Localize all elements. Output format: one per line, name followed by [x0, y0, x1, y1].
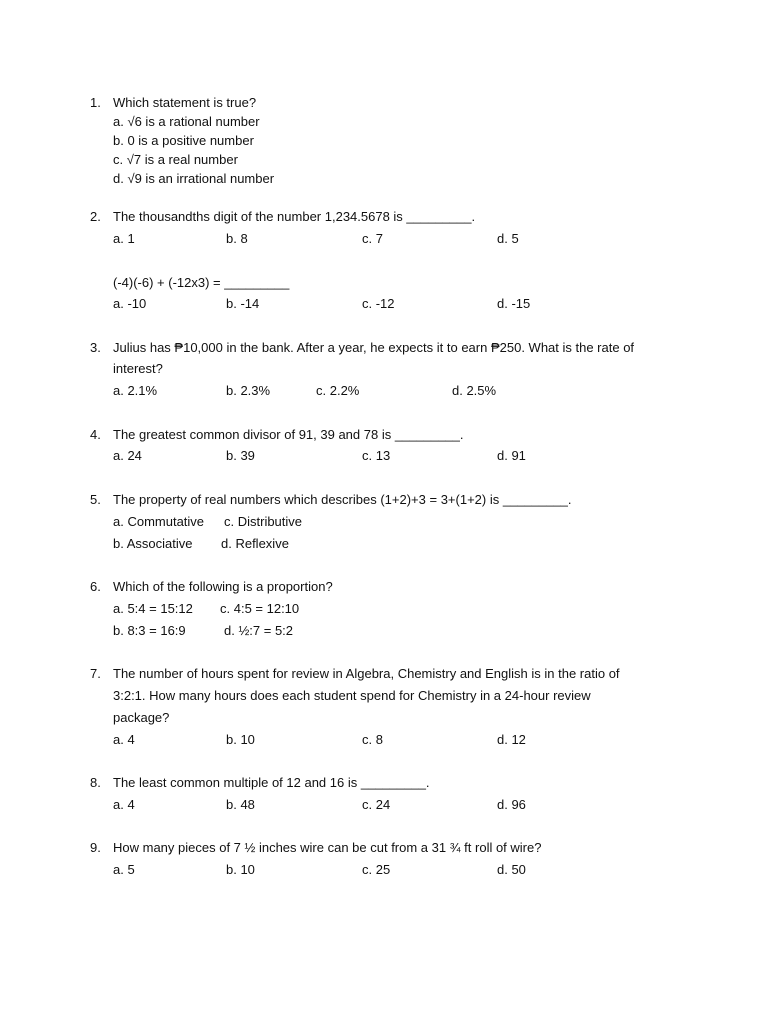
question-4-number: 4.	[90, 427, 101, 442]
question-5-option-c: c. Distributive	[224, 514, 303, 529]
question-9-option-d: d. 50	[497, 862, 526, 877]
question-3-stem-line-2: interest?	[113, 361, 163, 376]
question-8-option-d: d. 96	[497, 797, 526, 812]
question-7-stem-line-2: 3:2:1. How many hours does each student spend for Chemistry in a 24-hour review	[113, 688, 591, 703]
question-5-stem: The property of real numbers which describes (1+2)+3 = 3+(1+2) is _________.	[113, 492, 572, 507]
question-2-option-c: c. 7	[362, 231, 383, 246]
question-8-stem: The least common multiple of 12 and 16 is _________.	[113, 775, 430, 790]
question-5-option-d: d. Reflexive	[221, 536, 289, 551]
question-7-stem-line-1: The number of hours spent for review in Algebra, Chemistry and English is in the ratio of	[113, 666, 620, 681]
question-2-option-d: d. 5	[497, 231, 519, 246]
question-5-option-b: b. Associative	[113, 536, 193, 551]
question-6-option-b: b. 8:3 = 16:9	[113, 623, 186, 638]
question-1-option-c: c. √7 is a real number	[113, 152, 238, 167]
question-8-number: 8.	[90, 775, 101, 790]
question-9-stem: How many pieces of 7 ½ inches wire can be cut from a 31 ¾ ft roll of wire?	[113, 840, 542, 855]
question-7-option-c: c. 8	[362, 732, 383, 747]
question-6-number: 6.	[90, 579, 101, 594]
question-6-stem: Which of the following is a proportion?	[113, 579, 333, 594]
question-8-option-b: b. 48	[226, 797, 255, 812]
unnumbered-question-option-c: c. -12	[362, 296, 395, 311]
unnumbered-question-stem: (-4)(-6) + (-12x3) = _________	[113, 275, 290, 290]
question-9-option-c: c. 25	[362, 862, 391, 877]
question-8-option-c: c. 24	[362, 797, 391, 812]
unnumbered-question-option-a: a. -10	[113, 296, 147, 311]
question-9-option-b: b. 10	[226, 862, 255, 877]
unnumbered-question-option-b: b. -14	[226, 296, 260, 311]
question-8-option-a: a. 4	[113, 797, 135, 812]
question-7-number: 7.	[90, 666, 101, 681]
question-2-option-b: b. 8	[226, 231, 248, 246]
question-1-option-d: d. √9 is an irrational number	[113, 171, 275, 186]
question-4-stem: The greatest common divisor of 91, 39 and 78 is _________.	[113, 427, 464, 442]
question-4-option-a: a. 24	[113, 448, 142, 463]
question-6-option-a: a. 5:4 = 15:12	[113, 601, 193, 616]
question-1-option-a: a. √6 is a rational number	[113, 114, 260, 129]
question-4-option-b: b. 39	[226, 448, 255, 463]
question-7-option-a: a. 4	[113, 732, 135, 747]
unnumbered-question-option-d: d. -15	[497, 296, 531, 311]
question-7-stem-line-3: package?	[113, 710, 170, 725]
question-1-option-b: b. 0 is a positive number	[113, 133, 254, 148]
question-3-option-c: c. 2.2%	[316, 383, 360, 398]
question-3-option-b: b. 2.3%	[226, 383, 271, 398]
question-5-number: 5.	[90, 492, 101, 507]
question-3-option-d: d. 2.5%	[452, 383, 497, 398]
question-4-option-c: c. 13	[362, 448, 391, 463]
question-6-option-c: c. 4:5 = 12:10	[220, 601, 300, 616]
question-4-option-d: d. 91	[497, 448, 526, 463]
question-9-number: 9.	[90, 840, 101, 855]
question-2-option-a: a. 1	[113, 231, 135, 246]
question-5-option-a: a. Commutative	[113, 514, 205, 529]
question-2-stem: The thousandths digit of the number 1,234.5678 is _________.	[113, 209, 476, 224]
question-7-option-b: b. 10	[226, 732, 255, 747]
question-3-stem-line-1: Julius has ₱10,000 in the bank. After a year, he expects it to earn ₱250. What is the rate of	[113, 340, 635, 355]
question-3-number: 3.	[90, 340, 101, 355]
question-9-option-a: a. 5	[113, 862, 135, 877]
question-1-stem: Which statement is true?	[113, 95, 257, 110]
question-7-option-d: d. 12	[497, 732, 526, 747]
question-1-number: 1.	[90, 95, 101, 110]
question-6-option-d: d. ½:7 = 5:2	[224, 623, 294, 638]
question-2-number: 2.	[90, 209, 101, 224]
question-3-option-a: a. 2.1%	[113, 383, 158, 398]
